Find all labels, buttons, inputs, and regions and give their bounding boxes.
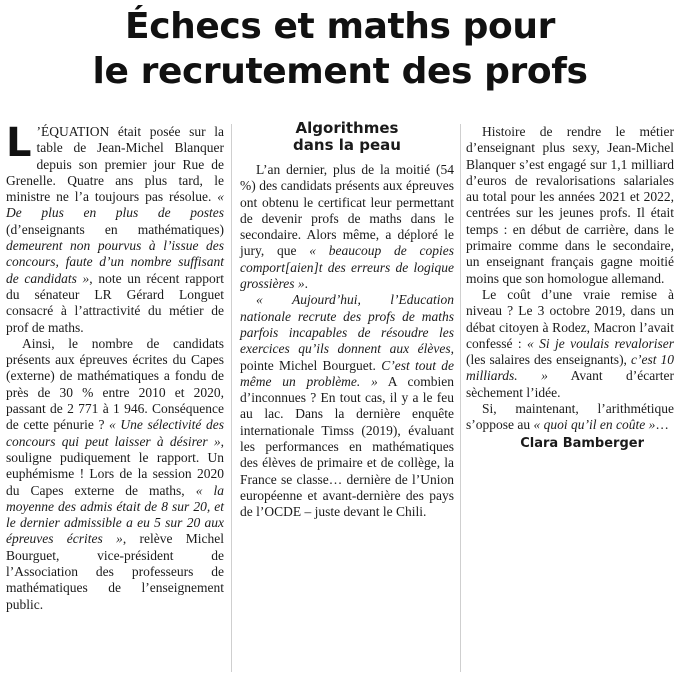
paragraph: [6, 336, 224, 613]
headline: [0, 4, 680, 94]
italic-quote-text: « quoi qu’il en coûte »: [533, 417, 656, 433]
text-run: , note un récent rapport du sénateur LR Gérard Longuet consacré à l’attractivité du métier de prof de maths.: [6, 270, 224, 335]
text-run: , souligne pudiquement le rapport. Un euphémisme ! Lors de la session 2020 du Capes externe de maths,: [6, 433, 224, 498]
author-signature: Clara Bamberger: [520, 435, 644, 451]
paragraph: [466, 287, 674, 401]
subheading-line-2: dans la peau: [293, 136, 401, 154]
paragraph: [466, 124, 674, 287]
text-run: …: [655, 417, 669, 433]
text-run: Histoire de rendre le métier d’enseignant plus sexy, Jean-Michel Blanquer s’est engagé sur 1,1 milliard d’euros de revalorisations salariales au total pour les années 2021 et 2022, centrées sur les jeunes profs. Il était temps : en début de carrière, dans le primaire comme dans le secondaire, un enseignant français gagne moitié moins que son homologue allemand.: [466, 124, 674, 286]
column-divider: [460, 124, 461, 672]
paragraph: [466, 401, 674, 434]
text-run: (les salaires des enseignants),: [466, 352, 631, 368]
italic-quote-text: « De plus en plus de postes: [6, 189, 224, 221]
italic-quote-text: C’est tout de même un problème. »: [240, 357, 454, 389]
text-run: , relève Michel Bourguet, vice-président de l’Association des professeurs de mathématiques de l’enseignement public.: [6, 531, 224, 612]
paragraph: [240, 292, 454, 520]
italic-quote-text: « Si je voulais revaloriser: [527, 335, 675, 351]
headline-line-1: Échecs et maths pour: [125, 6, 555, 47]
paragraph: [240, 162, 454, 292]
paragraph: [6, 120, 224, 336]
article-column-3: [466, 124, 674, 452]
text-run: ’ÉQUATION était posée sur la table de Jean-Michel Blanquer depuis son premier jour Rue de Grenelle. Quatre ans plus tard, le ministre ne l’a toujours pas résolue.: [6, 124, 224, 205]
article-column-2: [240, 120, 454, 521]
italic-quote-text: « la moyenne des admis était de 8 sur 20, et le dernier admissible a eu 5 sur 20 aux épreuves écrites »: [6, 482, 224, 547]
italic-quote-text: « Aujourd’hui, l’Education nationale recrute des profs de maths parfois incapables de résoudre les exercices qu’ils donnent aux élèves: [240, 292, 454, 357]
headline-line-2: le recrutement des profs: [92, 51, 588, 92]
italic-quote-text: « Une sélectivité des concours qui peut laisser à désirer »: [6, 417, 224, 449]
text-run: L’an dernier, plus de la moitié (54 %) des candidats présents aux épreuves ont obtenu le certificat leur permettant de devenir profs de maths dans le secondaire. Alors même, a déploré le jury, que: [240, 162, 454, 259]
subheading-line-1: Algorithmes: [295, 119, 399, 137]
text-run: (d’enseignants en mathématiques): [6, 221, 224, 237]
italic-quote-text: « beaucoup de copies comport[aien]t des erreurs de logique grossières »: [240, 243, 454, 292]
text-run: , pointe Michel Bourguet.: [240, 341, 454, 373]
text-run: Si, maintenant, l’arithmétique s’oppose au: [466, 401, 674, 433]
text-run: Le coût d’une vraie remise à niveau ? Le 3 octobre 2019, dans un débat citoyen à Rodez, Macron l’avait confessé :: [466, 286, 674, 351]
article-column-1: [6, 120, 224, 613]
italic-quote-text: demeurent non pourvus à l’issue des concours, faute d’un nombre suffisant de candidats »: [6, 238, 224, 286]
subheading: [240, 120, 454, 154]
text-run: A combien d’inconnues ? En tout cas, il y a le feu au lac. Dans la dernière enquête internationale Timss (2019), évaluant les performances en mathématiques des élèves de primaire et de collège, la France se classe… dernière de l’Union européenne et avant-dernière des pays de l’OCDE – juste devant le Chili.: [240, 373, 454, 520]
text-run: .: [304, 276, 309, 292]
column-divider: [231, 124, 232, 672]
drop-cap: L: [6, 120, 32, 166]
text-run: Ainsi, le nombre de candidats présents aux épreuves écrites du Capes (externe) de mathématiques a fondu de près de 30 % entre 2010 et 2020, passant de 2 771 à 1 946. Conséquence de cette pénurie ?: [6, 335, 224, 433]
italic-quote-text: c’est 10 milliards. »: [466, 352, 675, 384]
text-run: Avant d’écarter sèchement l’idée.: [466, 368, 674, 400]
